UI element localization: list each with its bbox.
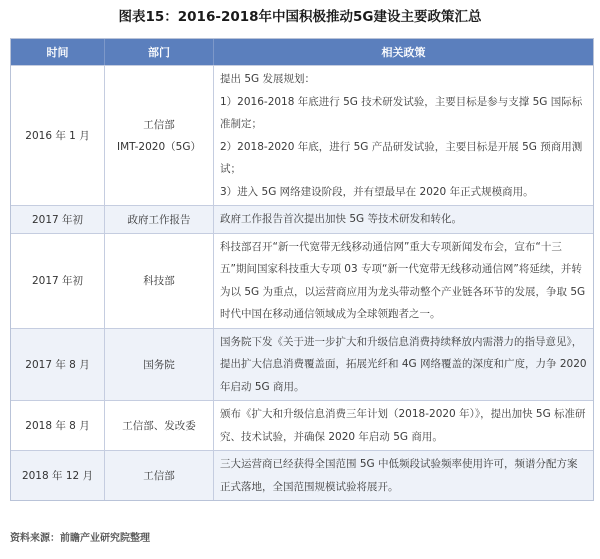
policy-text: 国务院下发《关于进一步扩大和升级信息消费持续释放内需潜力的指导意见》，提出扩大信息消费覆盖面，拓展光纤和 4G 网络覆盖的深度和广度，力争 2020 年启动 5G 商用。 [220,335,587,393]
header-dept: 部门 [104,39,213,65]
table-header-row [11,39,593,65]
time-cell: 2018 年 8 月 [25,420,90,432]
policy-cell [213,234,593,328]
policy-text: 科技部召开“新一代宽带无线移动通信网”重大专项新闻发布会，宣布“十三五”期间国家科技重大专项 03 专项“新一代宽带无线移动通信网”将延续，并转为以 5G 为重点，以运营商应用为龙头带动整个产业链各环节的发展，争取 5G 时代中国在移动通信领域成为全球领跑者之一。 [220,240,586,320]
dept-cell: 科技部 [104,234,213,328]
table-row [11,400,593,450]
table-row [11,233,593,328]
policy-text: 2）2018-2020 年底，进行 5G 产品研发试验，主要目标是开展 5G 预商用测试； [220,140,583,175]
header-policy: 相关政策 [213,39,593,65]
table-title: 图表15：2016-2018年中国积极推动5G建设主要政策汇总 [118,9,482,25]
dept-text: IMT-2020（5G） [117,140,201,153]
time-cell: 2017 年初 [31,275,84,287]
dept-cell: 工信部、发改委 [104,401,213,450]
dept-cell: 国务院 [104,329,213,401]
table-row [11,450,593,500]
time-cell: 2017 年 8 月 [25,358,90,371]
policy-text: 1）2016-2018 年底进行 5G 技术研发试验，主要目标是参与支撑 5G 国际标准制定； [220,95,583,130]
policy-text: 提出 5G 发展规划： [220,73,315,85]
time-cell: 2018 年 12 月 [21,470,94,482]
policy-text: 政府工作报告首次提出加快 5G 等技术研发和转化。 [220,213,462,225]
dept-cell [104,66,213,205]
policy-cell [213,401,593,450]
policy-text: 三大运营商已经获得全国范围 5G 中低频段试验频率使用许可，频谱分配方案正式落地，全国范围规模试验将展开。 [220,458,578,493]
policy-cell [213,66,593,205]
dept-cell: 政府工作报告 [104,206,213,233]
policy-text: 3）进入 5G 网络建设阶段，并有望最早在 2020 年正式规模商用。 [220,185,534,198]
table-row [11,65,593,205]
policy-text: 颁布《扩大和升级信息消费三年计划（2018-2020 年）》，提出加快 5G 标准研究、技术试验，并确保 2020 年启动 5G 商用。 [220,408,586,443]
time-cell: 2016 年 1 月 [25,130,90,142]
time-cell: 2017 年初 [31,213,84,226]
header-time: 时间 [46,46,69,59]
dept-text: 工信部 [143,118,175,131]
table-row [11,205,593,233]
policy-cell [213,451,593,500]
source-note: 资料来源：前瞻产业研究院整理 [10,533,150,544]
dept-cell: 工信部 [104,451,213,500]
policy-table [10,38,594,501]
policy-cell [213,206,593,233]
policy-cell [213,329,593,401]
table-row [11,328,593,401]
